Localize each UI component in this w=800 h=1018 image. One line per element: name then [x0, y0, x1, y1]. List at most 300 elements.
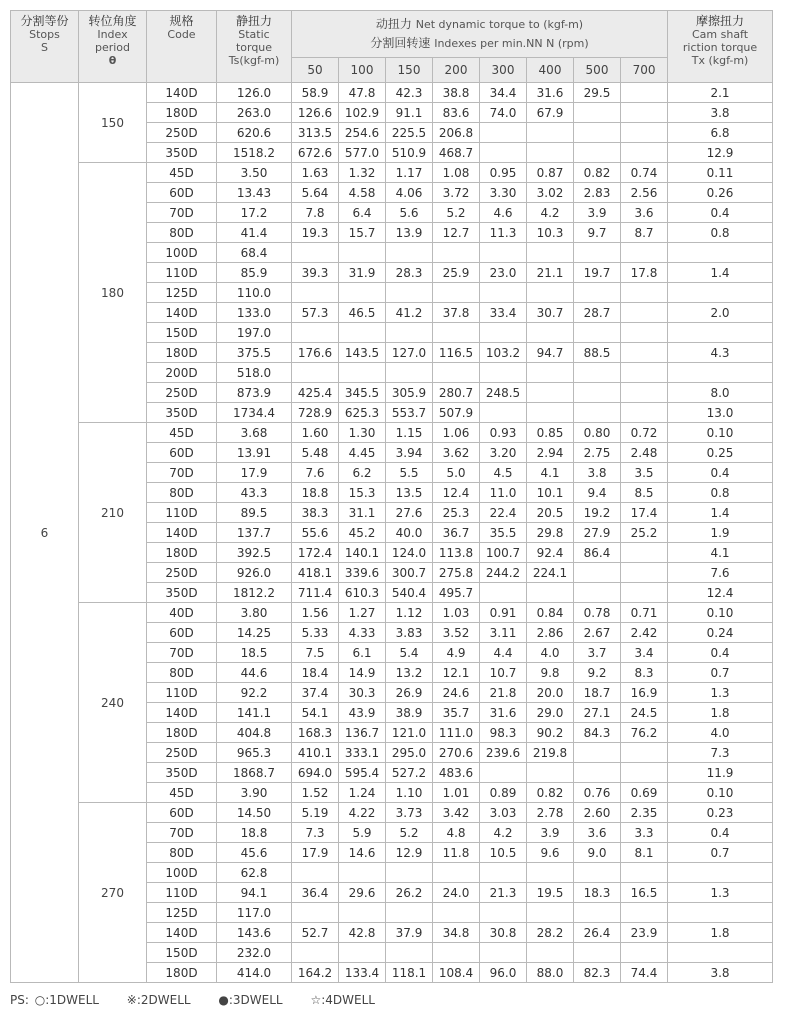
dynamic-torque-cell: 1.15 — [386, 423, 433, 443]
dynamic-torque-cell: 3.9 — [527, 823, 574, 843]
dynamic-torque-cell: 425.4 — [292, 383, 339, 403]
rpm-header: 150 — [386, 58, 433, 83]
friction-torque-cell: 12.9 — [668, 143, 773, 163]
dynamic-torque-cell: 3.20 — [480, 443, 527, 463]
dynamic-torque-cell: 168.3 — [292, 723, 339, 743]
dynamic-torque-cell: 9.7 — [574, 223, 621, 243]
dynamic-torque-cell: 38.8 — [433, 83, 480, 103]
dynamic-torque-cell — [621, 763, 668, 783]
dynamic-torque-cell: 40.0 — [386, 523, 433, 543]
friction-torque-cell: 0.4 — [668, 463, 773, 483]
dynamic-torque-cell — [292, 283, 339, 303]
stops-header-en1: Stops — [29, 28, 60, 41]
dynamic-torque-cell: 24.6 — [433, 683, 480, 703]
friction-torque-cell: 0.8 — [668, 483, 773, 503]
dynamic-torque-cell: 483.6 — [433, 763, 480, 783]
code-header-cn: 规格 — [169, 14, 194, 28]
dynamic-torque-cell: 305.9 — [386, 383, 433, 403]
dynamic-torque-cell — [574, 743, 621, 763]
dynamic-torque-cell: 7.3 — [292, 823, 339, 843]
rpm-header: 100 — [339, 58, 386, 83]
dynamic-torque-cell — [433, 943, 480, 963]
friction-torque-cell: 1.3 — [668, 883, 773, 903]
index-header — [79, 11, 147, 83]
friction-torque-cell: 0.4 — [668, 643, 773, 663]
dynamic-torque-cell: 4.22 — [339, 803, 386, 823]
dynamic-torque-cell — [621, 243, 668, 263]
dynamic-torque-cell — [292, 863, 339, 883]
dynamic-torque-cell — [574, 583, 621, 603]
dynamic-torque-cell: 1.06 — [433, 423, 480, 443]
dynamic-torque-cell — [621, 83, 668, 103]
dynamic-torque-cell: 0.82 — [527, 783, 574, 803]
code-cell: 250D — [147, 383, 217, 403]
dynamic-torque-cell: 3.62 — [433, 443, 480, 463]
friction-header-en3: Tx (kgf-m) — [691, 54, 749, 67]
dynamic-torque-cell — [292, 323, 339, 343]
dynamic-torque-cell: 4.2 — [480, 823, 527, 843]
dynamic-torque-cell — [386, 943, 433, 963]
code-cell: 70D — [147, 463, 217, 483]
dynamic-torque-cell: 3.83 — [386, 623, 433, 643]
dynamic-torque-cell: 13.2 — [386, 663, 433, 683]
dynamic-torque-cell: 0.76 — [574, 783, 621, 803]
static-torque-cell: 1868.7 — [217, 763, 292, 783]
dynamic-torque-cell: 5.64 — [292, 183, 339, 203]
friction-torque-cell: 13.0 — [668, 403, 773, 423]
dynamic-torque-cell: 34.4 — [480, 83, 527, 103]
dynamic-torque-cell: 94.7 — [527, 343, 574, 363]
dynamic-torque-cell: 31.9 — [339, 263, 386, 283]
dynamic-torque-cell — [480, 363, 527, 383]
dynamic-torque-cell: 728.9 — [292, 403, 339, 423]
dynamic-torque-cell — [292, 363, 339, 383]
dynamic-torque-cell: 18.4 — [292, 663, 339, 683]
static-torque-cell: 3.80 — [217, 603, 292, 623]
stops-header-en2: S — [41, 41, 48, 54]
dynamic-torque-cell: 30.3 — [339, 683, 386, 703]
dynamic-torque-cell — [574, 863, 621, 883]
static-torque-cell: 375.5 — [217, 343, 292, 363]
dynamic-torque-cell: 36.4 — [292, 883, 339, 903]
dynamic-torque-cell: 3.6 — [574, 823, 621, 843]
dynamic-torque-cell: 13.9 — [386, 223, 433, 243]
dynamic-torque-cell: 4.9 — [433, 643, 480, 663]
dynamic-torque-cell — [339, 943, 386, 963]
dynamic-torque-cell: 345.5 — [339, 383, 386, 403]
code-cell: 180D — [147, 343, 217, 363]
dynamic-torque-cell: 176.6 — [292, 343, 339, 363]
dynamic-torque-cell: 0.71 — [621, 603, 668, 623]
dynamic-torque-cell: 126.6 — [292, 103, 339, 123]
dynamic-torque-cell: 41.2 — [386, 303, 433, 323]
dynamic-torque-cell — [621, 303, 668, 323]
dynamic-torque-cell: 24.0 — [433, 883, 480, 903]
friction-torque-cell: 1.8 — [668, 703, 773, 723]
dynamic-torque-cell: 711.4 — [292, 583, 339, 603]
code-cell: 60D — [147, 623, 217, 643]
dynamic-torque-cell — [527, 323, 574, 343]
friction-torque-cell: 3.8 — [668, 103, 773, 123]
code-cell: 140D — [147, 923, 217, 943]
dynamic-torque-cell — [621, 543, 668, 563]
dynamic-torque-cell: 57.3 — [292, 303, 339, 323]
static-torque-cell: 137.7 — [217, 523, 292, 543]
friction-torque-cell — [668, 863, 773, 883]
dynamic-torque-cell: 206.8 — [433, 123, 480, 143]
friction-torque-cell — [668, 943, 773, 963]
dynamic-torque-cell — [480, 403, 527, 423]
dynamic-torque-cell: 45.2 — [339, 523, 386, 543]
table-row — [11, 83, 773, 103]
dynamic-torque-cell: 102.9 — [339, 103, 386, 123]
dynamic-torque-cell — [621, 383, 668, 403]
static-torque-cell: 404.8 — [217, 723, 292, 743]
dynamic-torque-cell: 2.78 — [527, 803, 574, 823]
friction-torque-cell: 0.10 — [668, 783, 773, 803]
dynamic-torque-cell — [574, 763, 621, 783]
dynamic-torque-cell: 1.60 — [292, 423, 339, 443]
dynamic-torque-header — [292, 11, 668, 58]
dynamic-torque-cell: 10.5 — [480, 843, 527, 863]
dynamic-torque-cell: 26.9 — [386, 683, 433, 703]
dynamic-torque-cell: 3.7 — [574, 643, 621, 663]
table-row — [11, 423, 773, 443]
dynamic-torque-cell — [527, 383, 574, 403]
dynamic-torque-cell: 37.4 — [292, 683, 339, 703]
dynamic-torque-cell: 5.4 — [386, 643, 433, 663]
dynamic-torque-cell: 6.1 — [339, 643, 386, 663]
static-torque-header — [217, 11, 292, 83]
code-cell: 140D — [147, 303, 217, 323]
dynamic-torque-cell: 4.2 — [527, 203, 574, 223]
static-torque-cell: 232.0 — [217, 943, 292, 963]
code-cell: 70D — [147, 203, 217, 223]
dynamic-torque-cell: 527.2 — [386, 763, 433, 783]
dynamic-torque-cell: 2.83 — [574, 183, 621, 203]
dynamic-torque-cell: 219.8 — [527, 743, 574, 763]
friction-torque-cell: 1.8 — [668, 923, 773, 943]
dynamic-torque-cell — [621, 403, 668, 423]
dynamic-torque-cell: 111.0 — [433, 723, 480, 743]
dynamic-torque-cell: 43.9 — [339, 703, 386, 723]
dynamic-torque-cell: 2.94 — [527, 443, 574, 463]
dynamic-torque-cell: 244.2 — [480, 563, 527, 583]
dynamic-torque-cell: 8.3 — [621, 663, 668, 683]
dynamic-torque-cell: 67.9 — [527, 103, 574, 123]
rpm-header: 300 — [480, 58, 527, 83]
dynamic-torque-cell: 12.9 — [386, 843, 433, 863]
code-cell: 70D — [147, 823, 217, 843]
dynamic-torque-cell: 58.9 — [292, 83, 339, 103]
dynamic-torque-cell: 5.5 — [386, 463, 433, 483]
friction-torque-cell: 0.7 — [668, 843, 773, 863]
dynamic-torque-cell: 254.6 — [339, 123, 386, 143]
dynamic-torque-cell: 3.9 — [574, 203, 621, 223]
code-cell: 250D — [147, 743, 217, 763]
dynamic-torque-cell: 224.1 — [527, 563, 574, 583]
stops-value: 6 — [11, 83, 79, 983]
dynamic-torque-cell: 468.7 — [433, 143, 480, 163]
dynamic-torque-cell — [574, 283, 621, 303]
static-torque-cell: 126.0 — [217, 83, 292, 103]
dynamic-torque-cell: 12.4 — [433, 483, 480, 503]
dynamic-torque-cell — [527, 403, 574, 423]
static-torque-cell: 13.91 — [217, 443, 292, 463]
friction-torque-cell — [668, 283, 773, 303]
dynamic-torque-cell: 18.7 — [574, 683, 621, 703]
code-cell: 140D — [147, 83, 217, 103]
legend-prefix: PS: — [10, 993, 29, 1007]
dynamic-torque-cell: 8.1 — [621, 843, 668, 863]
index-header-symbol: θ — [108, 54, 117, 67]
static-torque-cell: 518.0 — [217, 363, 292, 383]
dynamic-torque-cell — [527, 123, 574, 143]
friction-torque-cell: 2.1 — [668, 83, 773, 103]
dynamic-torque-cell: 164.2 — [292, 963, 339, 983]
dynamic-torque-cell: 76.2 — [621, 723, 668, 743]
dynamic-torque-cell — [480, 243, 527, 263]
legend-item-4dwell: ☆:4DWELL — [310, 993, 375, 1007]
dynamic-torque-cell — [574, 363, 621, 383]
dynamic-torque-cell: 248.5 — [480, 383, 527, 403]
dynamic-torque-cell: 5.33 — [292, 623, 339, 643]
dynamic-torque-cell: 27.1 — [574, 703, 621, 723]
dynamic-torque-cell — [386, 243, 433, 263]
static-torque-cell: 197.0 — [217, 323, 292, 343]
dynamic-torque-cell: 12.7 — [433, 223, 480, 243]
dynamic-torque-cell: 82.3 — [574, 963, 621, 983]
dynamic-torque-cell — [527, 143, 574, 163]
dynamic-torque-cell: 610.3 — [339, 583, 386, 603]
code-cell: 180D — [147, 103, 217, 123]
dynamic-torque-cell — [433, 363, 480, 383]
friction-torque-cell: 0.10 — [668, 423, 773, 443]
dynamic-torque-cell — [621, 863, 668, 883]
dynamic-torque-cell: 0.78 — [574, 603, 621, 623]
dynamic-torque-cell: 25.3 — [433, 503, 480, 523]
friction-torque-cell: 0.11 — [668, 163, 773, 183]
dynamic-torque-cell: 7.5 — [292, 643, 339, 663]
dynamic-torque-cell — [527, 363, 574, 383]
friction-torque-cell: 7.3 — [668, 743, 773, 763]
dynamic-torque-cell: 31.6 — [480, 703, 527, 723]
torque-table — [10, 10, 773, 983]
dynamic-torque-cell: 313.5 — [292, 123, 339, 143]
dynamic-torque-cell: 3.03 — [480, 803, 527, 823]
dynamic-torque-cell: 0.85 — [527, 423, 574, 443]
dynamic-torque-cell: 0.87 — [527, 163, 574, 183]
dynamic-torque-cell — [339, 903, 386, 923]
dynamic-torque-cell: 2.67 — [574, 623, 621, 643]
dynamic-torque-cell — [621, 563, 668, 583]
dynamic-torque-cell: 31.6 — [527, 83, 574, 103]
dynamic-torque-cell: 29.0 — [527, 703, 574, 723]
dynamic-torque-cell: 108.4 — [433, 963, 480, 983]
dynamic-torque-cell: 0.93 — [480, 423, 527, 443]
dynamic-torque-cell — [433, 243, 480, 263]
code-cell: 40D — [147, 603, 217, 623]
friction-torque-cell — [668, 243, 773, 263]
static-torque-cell: 143.6 — [217, 923, 292, 943]
dynamic-torque-cell: 26.4 — [574, 923, 621, 943]
dynamic-torque-cell: 1.10 — [386, 783, 433, 803]
dynamic-torque-cell: 35.7 — [433, 703, 480, 723]
dynamic-torque-cell: 18.8 — [292, 483, 339, 503]
dynamic-torque-cell: 38.9 — [386, 703, 433, 723]
static-torque-cell: 18.5 — [217, 643, 292, 663]
table-row — [11, 163, 773, 183]
dynamic-torque-cell: 4.1 — [527, 463, 574, 483]
friction-torque-cell: 6.8 — [668, 123, 773, 143]
dynamic-torque-cell: 38.3 — [292, 503, 339, 523]
static-torque-cell: 117.0 — [217, 903, 292, 923]
dynamic-torque-cell: 0.69 — [621, 783, 668, 803]
dynamic-torque-cell — [527, 903, 574, 923]
dynamic-torque-cell: 3.02 — [527, 183, 574, 203]
dynamic-torque-cell: 0.89 — [480, 783, 527, 803]
dynamic-torque-cell: 553.7 — [386, 403, 433, 423]
dynamic-torque-cell — [480, 863, 527, 883]
dynamic-torque-cell — [480, 903, 527, 923]
dynamic-torque-cell: 239.6 — [480, 743, 527, 763]
dynamic-torque-cell: 21.8 — [480, 683, 527, 703]
dynamic-torque-cell: 2.48 — [621, 443, 668, 463]
static-torque-cell: 14.50 — [217, 803, 292, 823]
dynamic-torque-cell: 5.2 — [386, 823, 433, 843]
code-cell: 100D — [147, 243, 217, 263]
index-header-en1: Index — [97, 28, 128, 41]
friction-torque-cell: 4.0 — [668, 723, 773, 743]
dynamic-torque-cell: 1.27 — [339, 603, 386, 623]
dynamic-torque-cell: 4.5 — [480, 463, 527, 483]
dynamic-torque-cell — [574, 943, 621, 963]
friction-torque-cell: 1.9 — [668, 523, 773, 543]
code-cell: 140D — [147, 523, 217, 543]
dynamic-torque-cell — [386, 863, 433, 883]
dynamic-torque-cell: 1.30 — [339, 423, 386, 443]
dynamic-torque-cell — [480, 143, 527, 163]
static-torque-cell: 17.2 — [217, 203, 292, 223]
dynamic-torque-cell: 113.8 — [433, 543, 480, 563]
dynamic-header-cn1: 动扭力 — [375, 17, 412, 31]
dynamic-torque-cell: 4.06 — [386, 183, 433, 203]
dynamic-torque-cell: 275.8 — [433, 563, 480, 583]
dynamic-torque-cell: 11.8 — [433, 843, 480, 863]
friction-torque-cell: 1.4 — [668, 503, 773, 523]
dynamic-torque-cell — [527, 763, 574, 783]
static-torque-cell: 89.5 — [217, 503, 292, 523]
dynamic-torque-cell: 1.56 — [292, 603, 339, 623]
dynamic-torque-cell: 118.1 — [386, 963, 433, 983]
stops-header-cn: 分割等份 — [20, 14, 69, 28]
dynamic-torque-cell — [480, 283, 527, 303]
dynamic-torque-cell: 16.5 — [621, 883, 668, 903]
dynamic-torque-cell: 136.7 — [339, 723, 386, 743]
dynamic-torque-cell: 2.42 — [621, 623, 668, 643]
dynamic-torque-cell: 83.6 — [433, 103, 480, 123]
friction-torque-cell: 11.9 — [668, 763, 773, 783]
dynamic-torque-cell: 540.4 — [386, 583, 433, 603]
friction-torque-cell: 1.3 — [668, 683, 773, 703]
dynamic-torque-cell: 54.1 — [292, 703, 339, 723]
static-torque-cell: 45.6 — [217, 843, 292, 863]
dynamic-torque-cell: 495.7 — [433, 583, 480, 603]
dynamic-torque-cell: 6.4 — [339, 203, 386, 223]
code-cell: 80D — [147, 483, 217, 503]
dynamic-torque-cell: 42.8 — [339, 923, 386, 943]
dynamic-torque-cell: 116.5 — [433, 343, 480, 363]
dynamic-torque-cell: 19.7 — [574, 263, 621, 283]
dynamic-torque-cell: 86.4 — [574, 543, 621, 563]
dynamic-torque-cell: 1.17 — [386, 163, 433, 183]
dynamic-header-en2: Indexes per min.NN N (rpm) — [434, 37, 589, 50]
dynamic-torque-cell: 2.75 — [574, 443, 621, 463]
dynamic-torque-cell: 300.7 — [386, 563, 433, 583]
friction-torque-cell: 0.7 — [668, 663, 773, 683]
index-angle: 240 — [79, 603, 147, 803]
dynamic-torque-cell: 595.4 — [339, 763, 386, 783]
code-cell: 250D — [147, 563, 217, 583]
static-torque-cell: 263.0 — [217, 103, 292, 123]
code-cell: 250D — [147, 123, 217, 143]
dynamic-torque-cell — [527, 863, 574, 883]
dynamic-torque-cell: 4.45 — [339, 443, 386, 463]
index-angle: 180 — [79, 163, 147, 423]
friction-torque-cell: 0.23 — [668, 803, 773, 823]
dynamic-torque-cell: 10.1 — [527, 483, 574, 503]
friction-torque-cell: 0.25 — [668, 443, 773, 463]
friction-torque-cell: 0.24 — [668, 623, 773, 643]
dynamic-torque-cell: 3.3 — [621, 823, 668, 843]
dynamic-torque-cell — [527, 943, 574, 963]
code-cell: 350D — [147, 583, 217, 603]
dynamic-torque-cell: 100.7 — [480, 543, 527, 563]
dynamic-torque-cell: 5.0 — [433, 463, 480, 483]
static-torque-cell: 141.1 — [217, 703, 292, 723]
dynamic-torque-cell: 15.7 — [339, 223, 386, 243]
dynamic-torque-cell: 5.2 — [433, 203, 480, 223]
code-cell: 60D — [147, 443, 217, 463]
static-torque-cell: 68.4 — [217, 243, 292, 263]
dynamic-torque-cell — [433, 283, 480, 303]
friction-torque-cell — [668, 363, 773, 383]
dynamic-torque-cell: 31.1 — [339, 503, 386, 523]
dynamic-torque-cell: 124.0 — [386, 543, 433, 563]
friction-torque-cell: 8.0 — [668, 383, 773, 403]
code-cell: 180D — [147, 543, 217, 563]
static-torque-cell: 3.50 — [217, 163, 292, 183]
dynamic-torque-cell: 3.42 — [433, 803, 480, 823]
dynamic-torque-cell: 0.84 — [527, 603, 574, 623]
code-cell: 110D — [147, 683, 217, 703]
dynamic-torque-cell: 23.0 — [480, 263, 527, 283]
dynamic-torque-cell: 1.24 — [339, 783, 386, 803]
dynamic-torque-cell: 14.9 — [339, 663, 386, 683]
dynamic-torque-cell: 28.2 — [527, 923, 574, 943]
dynamic-torque-cell — [574, 403, 621, 423]
static-torque-cell: 3.68 — [217, 423, 292, 443]
dynamic-torque-cell: 5.6 — [386, 203, 433, 223]
friction-header-en1: Cam shaft — [691, 28, 749, 41]
code-cell: 100D — [147, 863, 217, 883]
dynamic-torque-cell: 28.7 — [574, 303, 621, 323]
dynamic-torque-cell: 20.0 — [527, 683, 574, 703]
static-torque-cell: 43.3 — [217, 483, 292, 503]
static-torque-cell: 94.1 — [217, 883, 292, 903]
friction-torque-cell: 1.4 — [668, 263, 773, 283]
dynamic-torque-cell — [527, 243, 574, 263]
